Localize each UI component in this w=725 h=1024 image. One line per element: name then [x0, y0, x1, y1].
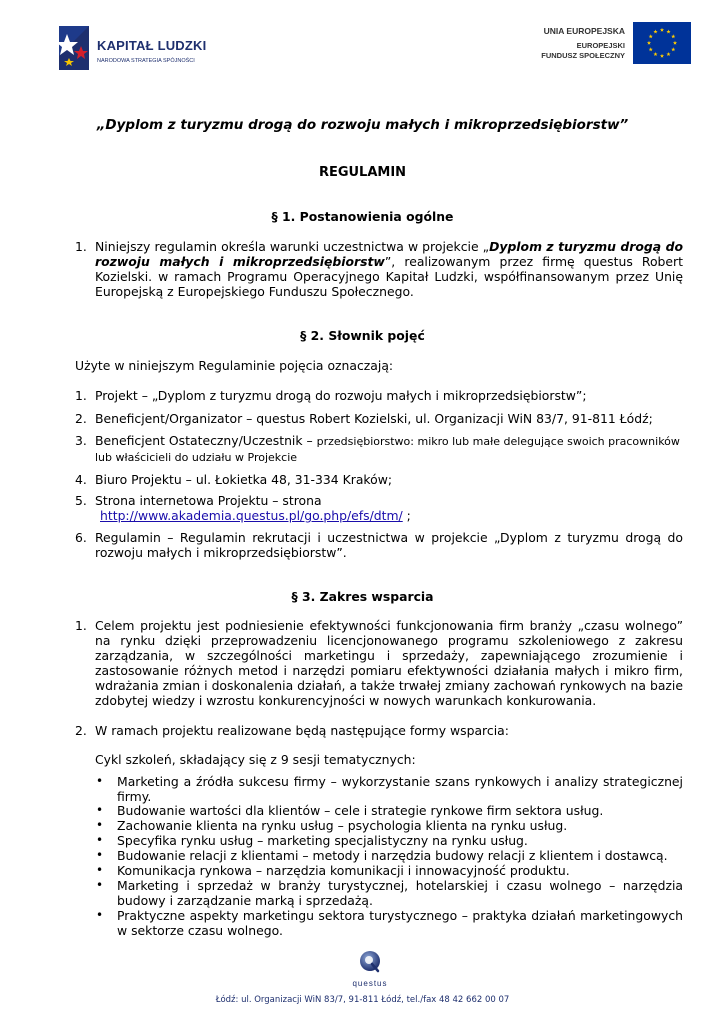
s2-item-5-link-line [100, 508, 411, 523]
bullet-marker: • [96, 774, 104, 788]
footer-address-line [0, 993, 725, 1008]
eu-logo [515, 20, 695, 64]
s2-item-5: Strona internetowa Projektu – strona [95, 493, 322, 508]
s1-item1-number: 1. [75, 239, 87, 254]
s3-item-number: 1. [75, 618, 87, 633]
s2-item-number: 4. [75, 472, 87, 487]
kapital-ludzki-logo [55, 20, 215, 76]
s2-item-number: 5. [75, 493, 87, 508]
bullet-marker: • [96, 833, 104, 847]
s2-item-4: Biuro Projektu – ul. Łokietka 48, 31-334 Kraków; [95, 472, 393, 487]
project-website-link[interactable]: http://www.akademia.questus.pl/go.php/efs/dtm/ [100, 508, 403, 523]
s2-item-3 [95, 433, 685, 465]
eu-flag-icon [633, 22, 691, 64]
kapital-ludzki-emblem-icon [55, 20, 93, 74]
bullet-marker: • [96, 848, 104, 862]
s2-item-5-end: ; [402, 508, 411, 523]
bullet-marker: • [96, 818, 104, 832]
footer-address: ul. Organizacji WiN 83/7, 91-811 Łódź, tel./fax 48 42 662 00 07 [238, 995, 510, 1005]
s2-item-number: 6. [75, 530, 87, 545]
section-2-heading: § 2. Słownik pojęć [300, 328, 425, 343]
bullet-marker: • [96, 803, 104, 817]
s2-item-number: 1. [75, 388, 87, 403]
s2-item-2: Beneficjent/Organizator – questus Robert Kozielski, ul. Organizacji WiN 83/7, 91-811 Łódź; [95, 411, 653, 426]
bullet-item: Budowanie wartości dla klientów – cele i strategie rynkowe firm sektora usług. [117, 803, 604, 818]
footer-city: Łódź: [215, 995, 239, 1005]
s1-item1-b: Dyplom z turyzmu drogą do rozwoju małych i mikroprzedsiębiorstw [95, 239, 683, 269]
s1-item1-c: ”, realizowanym przez firmę questus Robert Kozielski. w ramach Programu Operacyjnego Kapitał Ludzki, współfinansowanym przez Unię Europejską z Europejskiego Funduszu Społecznego. [95, 254, 684, 299]
s2-item-number: 3. [75, 433, 87, 448]
bullet-item: Marketing a źródła sukcesu firmy – wykorzystanie szans rynkowych i analizy strategicznej firmy. [117, 774, 683, 804]
questus-q-icon [358, 950, 382, 974]
bullet-item: Specyfika rynku usług – marketing specjalistyczny na rynku usług. [117, 833, 528, 848]
kl-logo-title: KAPITAŁ LUDZKI [97, 38, 207, 53]
s2-intro: Użyte w niniejszym Regulaminie pojęcia oznaczają: [75, 358, 394, 373]
bullet-item: Marketing i sprzedaż w branży turystycznej, hotelarskiej i czasu wolnego – narzędzia budowy i zarządzanie marką i sprzedażą. [117, 878, 683, 908]
questus-logo [340, 950, 400, 990]
s3-cycle-intro: Cykl szkoleń, składający się z 9 sesji tematycznych: [95, 752, 416, 767]
bullet-item: Komunikacja rynkowa – narzędzia komunikacji i innowacyjność produktu. [117, 863, 570, 878]
bullet-marker: • [96, 908, 104, 922]
eu-line2: EUROPEJSKI [576, 41, 625, 50]
s3-item-1: Celem projektu jest podniesienie efektywności funkcjonowania firm branży „czasu wolnego” na rynku dzięki przeprowadzeniu licencjonowanego programu szkoleniowego z zakresu zarządzania, w szczególności marketingu i sprzedaży, zapewniającego zrozumienie i zastosowanie różnych metod i narzędzi pomiaru efektywności działania małych i mikro firm, wdrażania zmian i doskonalenia działań, a także trwałej zmiany zachowań rynkowych na bazie zdobytej wiedzy i wzrostu konkurencyjności w nowych warunkach konkurowania. [95, 618, 683, 708]
s3-item-number: 2. [75, 723, 87, 738]
s2-item-1: Projekt – „Dyplom z turyzmu drogą do rozwoju małych i mikroprzedsiębiorstw”; [95, 388, 587, 403]
bullet-marker: • [96, 863, 104, 877]
kl-logo-subtitle: NARODOWA STRATEGIA SPÓJNOŚCI [97, 58, 195, 64]
eu-line3: FUNDUSZ SPOŁECZNY [541, 51, 625, 60]
s2-item-number: 2. [75, 411, 87, 426]
section-3-heading: § 3. Zakres wsparcia [291, 589, 434, 604]
questus-brand: questus [352, 979, 388, 988]
bullet-item: Zachowanie klienta na rynku usług – psychologia klienta na rynku usług. [117, 818, 568, 833]
bullet-item: Praktyczne aspekty marketingu sektora turystycznego – praktyka działań marketingowych w sektorze czasu wolnego. [117, 908, 683, 938]
s2-item-3-term: Beneficjent Ostateczny/Uczestnik – [95, 433, 317, 448]
s1-item1-a: Niniejszy regulamin określa warunki uczestnictwa w projekcie „ [95, 239, 490, 254]
bullet-marker: • [96, 878, 104, 892]
regulamin-heading: REGULAMIN [318, 165, 407, 180]
eu-line1: UNIA EUROPEJSKA [543, 26, 625, 36]
section-1-heading: § 1. Postanowienia ogólne [271, 209, 454, 224]
s3-item-2: W ramach projektu realizowane będą następujące formy wsparcia: [95, 723, 509, 738]
s2-item-3-definition: przedsiębiorstwo: mikro lub małe delegujące swoich pracowników lub właścicieli do udziału w Projekcie [95, 435, 680, 464]
s2-item-6: Regulamin – Regulamin rekrutacji i uczestnictwa w projekcie „Dyplom z turyzmu drogą do rozwoju małych i mikroprzedsiębiorstw”. [95, 530, 683, 560]
s1-item1 [95, 239, 683, 299]
bullet-item: Budowanie relacji z klientami – metody i narzędzia budowy relacji z klientem i dostawcą. [117, 848, 668, 863]
document-title: „Dyplom z turyzmu drogą do rozwoju małych i mikroprzedsiębiorstw” [96, 117, 629, 133]
